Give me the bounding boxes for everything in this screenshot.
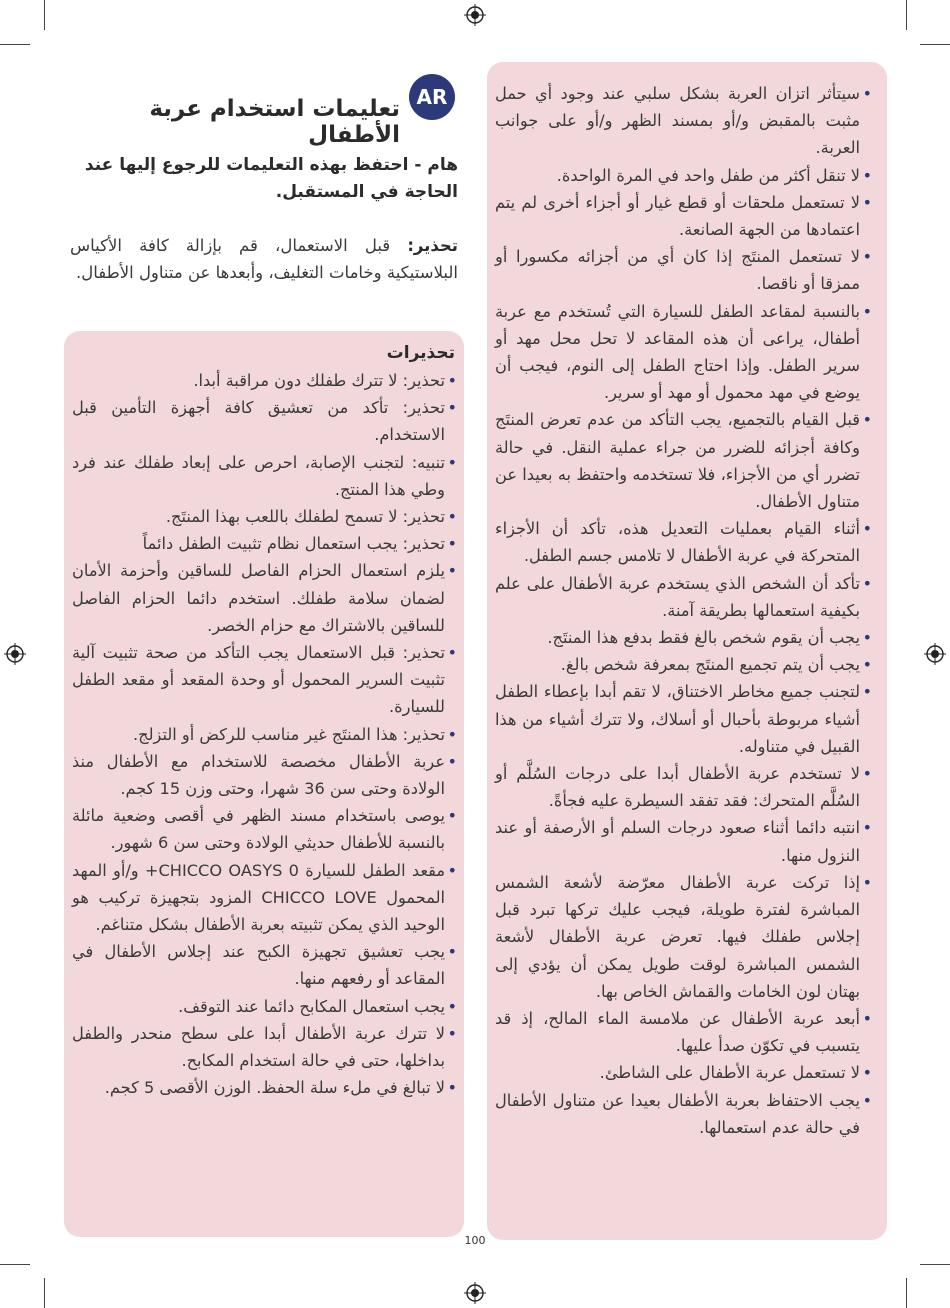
list-item: • مقعد الطفل للسيارة CHICCO OASYS 0+ و/أو المهد المحمول CHICCO LOVE المزود بتجهيزة تركيب هو الوحيد الذي يمكن تثبيته بعربة الأطفال بشكل متناغم. <box>72 857 455 939</box>
list-item: • لا تستعمل عربة الأطفال على الشاطئ. <box>495 1059 870 1086</box>
page-title: تعليمات استخدام عربة الأطفال <box>149 96 400 148</box>
crop-mark <box>920 1264 950 1265</box>
list-item: • تأكد أن الشخص الذي يستخدم عربة الأطفال على علم بكيفية استعمالها بطريقة آمنة. <box>495 570 870 624</box>
list-item: • يلزم استعمال الحزام الفاصل للساقين وأحزمة الأمان لضمان سلامة طفلك. استخدم دائما الحزام الفاصل للساقين بالاشتراك مع حزام الخصر. <box>72 557 455 639</box>
list-item: • تحذير: لا تترك طفلك دون مراقبة أبدا. <box>72 367 455 394</box>
registration-mark-icon <box>924 643 946 665</box>
crop-mark <box>44 0 45 30</box>
list-item: • يجب الاحتفاظ بعربة الأطفال بعيدا عن متناول الأطفال في حالة عدم استعمالها. <box>495 1087 870 1141</box>
list-item: • تحذير: تأكد من تعشيق كافة أجهزة التأمين قبل الاستخدام. <box>72 394 455 448</box>
crop-mark <box>906 0 907 30</box>
list-item: • إذا تركت عربة الأطفال معرّضة لأشعة الشمس المباشرة لفترة طويلة، فيجب عليك تركها تبرد قبل إجلاس طفلك فيها. تعرض عربة الأطفال لأشعة الشمس المباشرة لوقت طويل يمكن أن يؤدي إلى بهتان لون الخامات والقماش الخاص بها. <box>495 869 870 1005</box>
list-item: • عربة الأطفال مخصصة للاستخدام مع الأطفال منذ الولادة وحتى سن 36 شهرا، وحتى وزن 15 كجم. <box>72 748 455 802</box>
list-item: • تنبيه: لتجنب الإصابة، احرص على إبعاد طفلك عند فرد وطي هذا المنتج. <box>72 449 455 503</box>
list-item: • انتبه دائما أثناء صعود درجات السلم أو الأرصفة أو عند النزول منها. <box>495 814 870 868</box>
list-item: • لتجنب جميع مخاطر الاختناق، لا تقم أبدا بإعطاء الطفل أشياء مربوطة بأحبال أو أسلاك، ولا تترك أشياء من هذا القبيل في متناوله. <box>495 678 870 760</box>
list-item: • لا تبالغ في ملء سلة الحفظ. الوزن الأقصى 5 كجم. <box>72 1074 455 1101</box>
left-warnings-column <box>72 340 455 1101</box>
intro-warning-label: تحذير: <box>407 236 458 255</box>
list-item: • أبعد عربة الأطفال عن ملامسة الماء المالح، إذ قد يتسبب في تكوّن صدأ عليها. <box>495 1005 870 1059</box>
crop-mark <box>920 44 950 45</box>
crop-mark <box>0 44 30 45</box>
page-number: 100 <box>464 1234 486 1247</box>
right-warnings-column <box>495 80 870 1141</box>
left-warnings-list <box>72 367 455 1101</box>
list-item: • يجب تعشيق تجهيزة الكبح عند إجلاس الأطفال في المقاعد أو رفعهم منها. <box>72 938 455 992</box>
list-item: • يوصى باستخدام مسند الظهر في أقصى وضعية مائلة بالنسبة للأطفال حديثي الولادة وحتى سن 6 شهور. <box>72 802 455 856</box>
warnings-heading: تحذيرات <box>386 343 455 363</box>
crop-mark <box>0 1264 30 1265</box>
right-warnings-list <box>495 80 870 1141</box>
list-item: • قبل القيام بالتجميع، يجب التأكد من عدم تعرض المنتَج وكافة أجزائه للضرر من جراء عملية النقل. في حالة تضرر أي من الأجزاء، فلا تستخدمه واحتفظ به بعيدا عن متناول الأطفال. <box>495 406 870 515</box>
registration-mark-icon <box>464 4 486 26</box>
list-item: • تحذير: يجب استعمال نظام تثبيت الطفل دائماً <box>72 530 455 557</box>
language-badge: AR <box>409 74 455 120</box>
important-note: هام - احتفظ بهذه التعليمات للرجوع إليها عند الحاجة في المستقبل. <box>84 155 458 202</box>
list-item: • لا تستعمل المنتَج إذا كان أي من أجزائه مكسورا أو ممزقا أو ناقصا. <box>495 243 870 297</box>
list-item: • لا تنقل أكثر من طفل واحد في المرة الواحدة. <box>495 162 870 189</box>
list-item: • يجب استعمال المكابح دائما عند التوقف. <box>72 993 455 1020</box>
registration-mark-icon <box>4 643 26 665</box>
list-item: • لا تستعمل ملحقات أو قطع غيار أو أجزاء أخرى لم يتم اعتمادها من الجهة الصانعة. <box>495 189 870 243</box>
intro-warning-text: قبل الاستعمال، قم بإزالة كافة الأكياس البلاستيكية وخامات التغليف، وأبعدها عن متناول الأطفال. <box>70 236 458 282</box>
list-item: • تحذير: لا تسمح لطفلك باللعب بهذا المنتَج. <box>72 503 455 530</box>
list-item: • سيتأثر اتزان العربة بشكل سلبي عند وجود أي حمل مثبت بالمقبض و/أو بمسند الظهر و/أو على جوانب العربة. <box>495 80 870 162</box>
list-item: • أثناء القيام بعمليات التعديل هذه، تأكد أن الأجزاء المتحركة في عربة الأطفال لا تلامس جسم الطفل. <box>495 515 870 569</box>
crop-mark <box>906 1278 907 1308</box>
crop-mark <box>44 1278 45 1308</box>
list-item: • يجب أن يتم تجميع المنتَج بمعرفة شخص بالغ. <box>495 651 870 678</box>
intro-warning <box>70 232 458 286</box>
registration-mark-icon <box>464 1282 486 1304</box>
list-item: • يجب أن يقوم شخص بالغ فقط بدفع هذا المنتَج. <box>495 624 870 651</box>
list-item: • لا تترك عربة الأطفال أبدا على سطح منحدر والطفل بداخلها، حتى في حالة استخدام المكابح. <box>72 1020 455 1074</box>
list-item: • تحذير: قبل الاستعمال يجب التأكد من صحة تثبيت آلية تثبيت السرير المحمول أو وحدة المقعد أو مقعد الطفل للسيارة. <box>72 639 455 721</box>
list-item: • لا تستخدم عربة الأطفال أبدا على درجات السُلَّم أو السُلَّم المتحرك: فقد تفقد السيطرة عليه فجأةً. <box>495 760 870 814</box>
list-item: • بالنسبة لمقاعد الطفل للسيارة التي تُستخدم مع عربة أطفال، يراعى أن هذه المقاعد لا تحل محل مهد أو سرير الطفل. وإذا احتاج الطفل إلى النوم، فيجب أن يوضع في مهد محمول أو مهد أو سرير. <box>495 298 870 407</box>
list-item: • تحذير: هذا المنتَج غير مناسب للركض أو التزلج. <box>72 721 455 748</box>
